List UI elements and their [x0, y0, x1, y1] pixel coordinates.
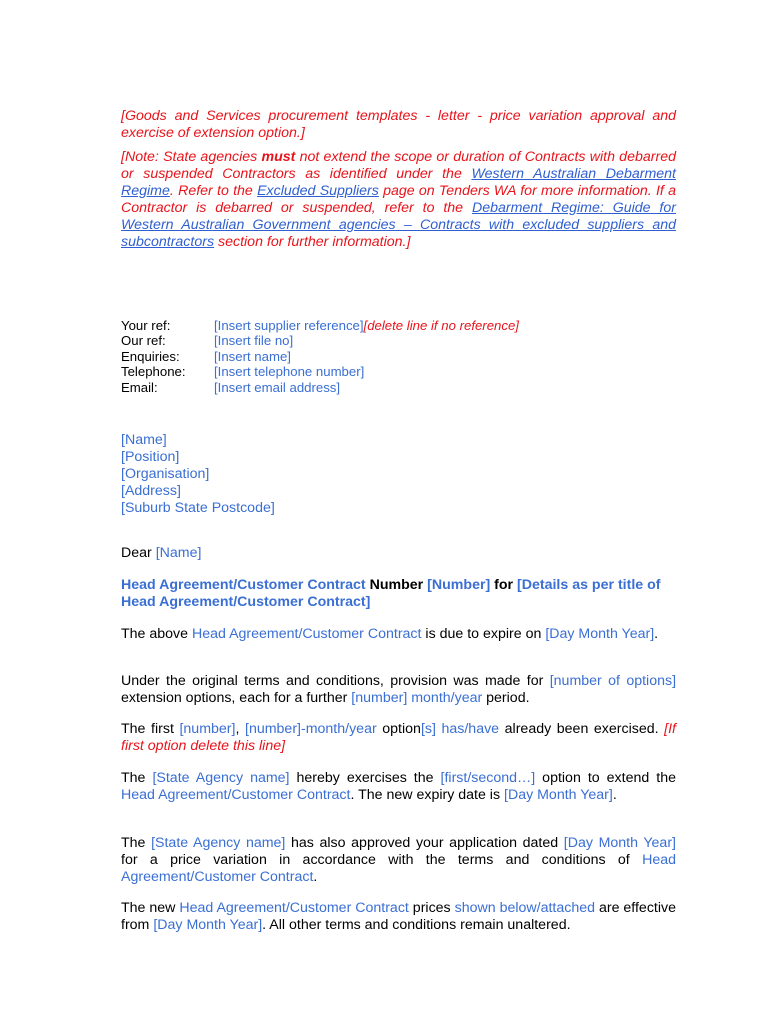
note-text: . Refer to the: [169, 183, 258, 199]
recipient-street: [Address]: [121, 483, 181, 499]
placeholder-date: [Day Month Year]: [504, 787, 613, 803]
recipient-organisation: [Organisation]: [121, 466, 210, 482]
paragraph-options: [121, 673, 676, 707]
template-title: [Goods and Services procurement templates - letter - price variation approval and exercise of extension option.]: [121, 108, 676, 141]
body-text: for a price variation in accordance with the terms and conditions of: [121, 852, 643, 868]
body-text: already been exercised.: [499, 721, 665, 737]
placeholder-date: [Day Month Year]: [153, 917, 263, 933]
body-text: has also approved your application dated: [285, 835, 564, 851]
reference-label: Enquiries:: [121, 348, 180, 364]
paragraph-exercise-option: [121, 770, 676, 804]
body-text: period.: [482, 690, 530, 706]
reference-row-our-ref: [121, 333, 676, 348]
subject-text: for: [490, 577, 518, 593]
body-text: extension options, each for a further: [121, 690, 352, 706]
debarment-note: [121, 149, 676, 251]
paragraph-new-prices: [121, 900, 676, 934]
body-text: .: [612, 787, 617, 803]
link-debarment-guide[interactable]: Debarment Regime: Guide for Western Australian Government agencies – Contracts with excluded suppliers and subcontractors: [121, 200, 676, 250]
body-text: .: [313, 869, 318, 885]
reference-label: Telephone:: [121, 364, 186, 380]
body-text: . The new expiry date is: [350, 787, 504, 803]
body-text: The new: [121, 900, 180, 916]
placeholder-agency: [State Agency name]: [152, 770, 290, 786]
link-excluded-suppliers[interactable]: Excluded Suppliers: [257, 183, 379, 199]
subject-text: Number: [365, 577, 428, 593]
placeholder-contract: Head Agreement/Customer Contract: [192, 626, 422, 642]
placeholder-date: [Day Month Year]: [563, 835, 676, 851]
reference-row-telephone: [121, 364, 676, 379]
paragraph-exercised: [121, 721, 676, 755]
note-text: not extend the scope or duration of Contracts with debarred or suspended Contractors as identified under the: [121, 149, 676, 182]
body-text: The above: [121, 626, 192, 642]
placeholder-period: [number] month/year: [351, 690, 483, 706]
reference-instruction: [delete line if no reference]: [363, 318, 519, 333]
note-text: page on Tenders WA for more information. If a Contractor is debarred or suspended, refer to the: [121, 183, 676, 216]
subject-details: [Details as per title of Head Agreement/Customer Contract]: [121, 577, 661, 610]
body-text: are effective from: [121, 900, 676, 933]
body-text: prices: [408, 900, 455, 916]
link-wa-debarment-regime[interactable]: Western Australian Debarment Regime: [121, 166, 676, 199]
placeholder-contract: Head Agreement/Customer Contract: [179, 900, 409, 916]
reference-value: [Insert email address]: [214, 379, 341, 395]
reference-label: Our ref:: [121, 333, 166, 349]
reference-value: [Insert supplier reference]: [214, 318, 364, 333]
salutation-text: Dear: [121, 545, 156, 561]
body-text: Under the original terms and conditions, provision was made for: [121, 673, 550, 689]
body-text: The: [121, 770, 153, 786]
subject-contract-type: Head Agreement/Customer Contract: [121, 577, 366, 593]
placeholder-contract: Head Agreement/Customer Contract: [121, 787, 351, 803]
subject-line: [121, 577, 676, 611]
placeholder-contract: Head Agreement/Customer Contract: [121, 852, 676, 885]
body-text: is due to expire on: [421, 626, 546, 642]
reference-block: [121, 318, 676, 395]
reference-value: [Insert telephone number]: [214, 364, 365, 380]
salutation: [121, 545, 676, 562]
placeholder-shown: shown below/attached: [454, 900, 596, 916]
reference-value: [Insert file no]: [214, 333, 294, 349]
note-text: section for further information.]: [214, 234, 411, 250]
body-text: option: [376, 721, 421, 737]
recipient-position: [Position]: [121, 449, 180, 465]
body-text: option to extend the: [535, 770, 676, 786]
recipient-suburb: [Suburb State Postcode]: [121, 500, 275, 516]
body-text: The first: [121, 721, 180, 737]
instruction-text: [If first option delete this line]: [121, 721, 676, 754]
paragraph-price-variation: [121, 835, 676, 886]
body-text: hereby exercises the: [289, 770, 441, 786]
placeholder-number: [number]: [179, 721, 236, 737]
placeholder-agency: [State Agency name]: [151, 835, 286, 851]
paragraph-expiry: [121, 626, 676, 643]
placeholder-date: [Day Month Year]: [545, 626, 655, 642]
reference-row-email: [121, 380, 676, 395]
placeholder-option-ordinal: [first/second…]: [440, 770, 536, 786]
body-text: .: [654, 626, 659, 642]
body-text: . All other terms and conditions remain unaltered.: [262, 917, 571, 933]
recipient-name: [Name]: [121, 432, 167, 448]
reference-row-your-ref: [121, 318, 676, 333]
recipient-address: [121, 432, 676, 517]
placeholder-period: [number]-month/year: [245, 721, 377, 737]
note-text: [Note: State agencies: [121, 149, 262, 165]
salutation-name: [Name]: [155, 545, 202, 561]
body-text: ,: [235, 721, 245, 737]
reference-label: Your ref:: [121, 318, 171, 333]
body-text: The: [121, 835, 152, 851]
placeholder-plural: [s] has/have: [420, 721, 500, 737]
reference-value: [Insert name]: [214, 348, 291, 364]
reference-row-enquiries: [121, 349, 676, 364]
reference-label: Email:: [121, 379, 158, 395]
subject-number: [Number]: [427, 577, 491, 593]
placeholder-number-options: [number of options]: [549, 673, 677, 689]
note-emphasis: must: [261, 149, 296, 165]
